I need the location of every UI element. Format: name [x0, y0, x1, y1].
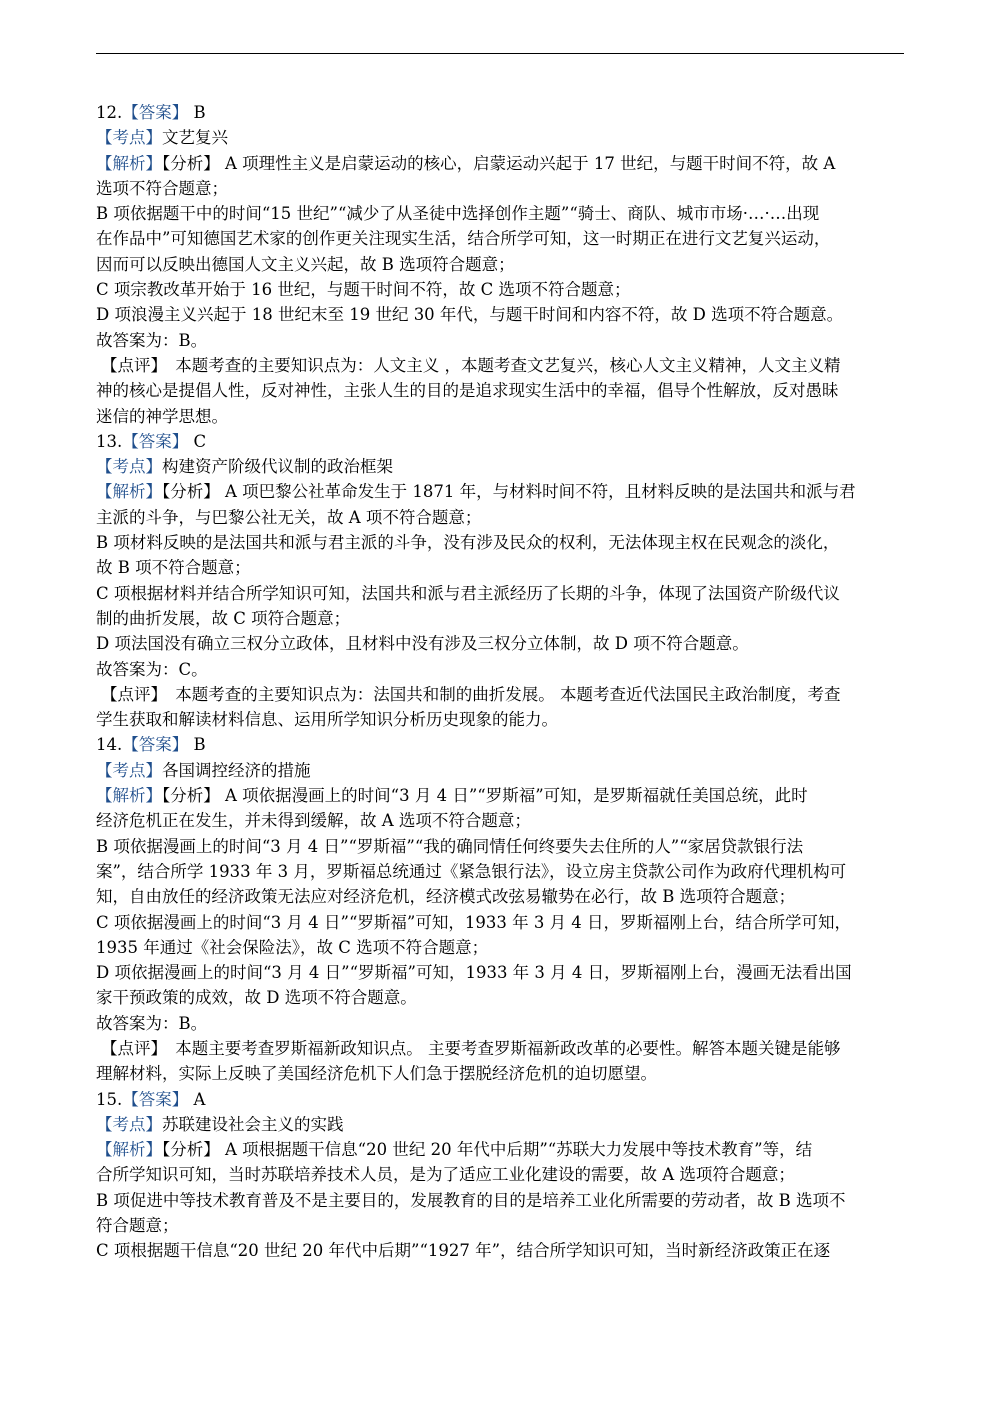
- review-line: [96, 353, 906, 378]
- analysis-text: B 项依据题干中的时间“15 世纪”“减少了从圣徒中选择创作主题”“骑士、商队、城市市场·…·…出现: [96, 204, 820, 224]
- kaodian-line: [96, 758, 906, 783]
- analysis-line: [96, 1137, 906, 1162]
- analysis-text: D 项依据漫画上的时间“3 月 4 日”“罗斯福”可知，1933 年 3 月 4 日，罗斯福刚上台，漫画无法看出国: [96, 963, 852, 983]
- analysis-text: C 项根据材料并结合所学知识可知，法国共和派与君主派经历了长期的斗争，体现了法国资产阶级代议: [96, 583, 840, 603]
- analysis-text: 1935 年通过《社会保险法》，故 C 选项不符合题意；: [96, 937, 489, 957]
- review-line: [96, 1036, 906, 1061]
- answer-value: C: [188, 431, 207, 451]
- fenxi-label: 【分析】: [162, 153, 220, 173]
- kaodian-label: 【考点】: [96, 1114, 162, 1134]
- analysis-text: 经济危机正在发生，并未得到缓解，故 A 选项不符合题意；: [96, 811, 531, 831]
- review-text: 神的核心是提倡人性，反对神性，主张人生的目的是追求现实生活中的幸福，倡导个性解放，反对愚昧: [96, 381, 839, 401]
- conclusion-text: 故答案为：B。: [96, 1013, 208, 1033]
- analysis-text: 因而可以反映出德国人文主义兴起，故 B 选项符合题意；: [96, 254, 515, 274]
- review-line: [96, 682, 906, 707]
- dianping-label: 【点评】: [101, 684, 167, 704]
- jiexi-label: 【解析】: [96, 482, 162, 502]
- kaodian-value: 构建资产阶级代议制的政治框架: [162, 457, 393, 477]
- analysis-text: 家干预政策的成效，故 D 选项不符合题意。: [96, 988, 417, 1008]
- kaodian-line: [96, 125, 906, 150]
- jiexi-label: 【解析】: [96, 786, 162, 806]
- analysis-text: A 项巴黎公社革命发生于 1871 年，与材料时间不符，且材料反映的是法国共和派与君: [219, 482, 856, 502]
- review-text: 学生获取和解读材料信息、运用所学知识分析历史现象的能力。: [96, 710, 558, 730]
- answer-label: 【答案】: [122, 1089, 189, 1109]
- analysis-text: 主派的斗争，与巴黎公社无关，故 A 项不符合题意；: [96, 507, 482, 527]
- kaodian-line: [96, 1112, 906, 1137]
- analysis-text: C 项依据漫画上的时间“3 月 4 日”“罗斯福”可知，1933 年 3 月 4 日，罗斯福刚上台，结合所学可知，: [96, 912, 852, 932]
- answer-label: 【答案】: [122, 735, 189, 755]
- analysis-text: B 项依据漫画上的时间“3 月 4 日”“罗斯福”“我的确同情任何终要失去住所的人”“家居贷款银行法: [96, 836, 804, 856]
- answer-item-12: [96, 100, 906, 429]
- answer-line: [96, 100, 906, 125]
- analysis-text: 选项不符合题意；: [96, 178, 228, 198]
- answer-item-14: [96, 732, 906, 1086]
- answer-value: B: [188, 103, 206, 122]
- conclusion-text: 故答案为：C。: [96, 659, 208, 679]
- analysis-text: A 项依据漫画上的时间“3 月 4 日”“罗斯福”可知，是罗斯福就任美国总统，此时: [219, 786, 808, 806]
- answer-line: [96, 429, 906, 454]
- analysis-text: 合所学知识可知，当时苏联培养技术人员，是为了适应工业化建设的需要，故 A 选项符合题意；: [96, 1165, 795, 1185]
- answer-item-15: [96, 1087, 906, 1264]
- review-text: 本题主要考查罗斯福新政知识点。 主要考查罗斯福新政改革的必要性。解答本题关键是能够: [175, 1038, 841, 1058]
- analysis-line: [96, 151, 906, 176]
- analysis-text: C 项根据题干信息“20 世纪 20 年代中后期”“1927 年”，结合所学知识可知，当时新经济政策正在逐: [96, 1241, 831, 1261]
- kaodian-value: 苏联建设社会主义的实践: [162, 1114, 344, 1134]
- fenxi-label: 【分析】: [162, 786, 220, 806]
- fenxi-label: 【分析】: [162, 1140, 220, 1160]
- analysis-text: B 项促进中等技术教育普及不是主要目的，发展教育的目的是培养工业化所需要的劳动者，故 B 选项不: [96, 1190, 846, 1210]
- answer-item-13: [96, 429, 906, 733]
- jiexi-label: 【解析】: [96, 153, 162, 173]
- answer-line: [96, 1087, 906, 1112]
- question-number: 13.: [96, 431, 123, 451]
- answer-value: B: [188, 735, 206, 755]
- analysis-text: B 项材料反映的是法国共和派与君主派的斗争，没有涉及民众的权利，无法体现主权在民观念的淡化，: [96, 533, 840, 553]
- answer-line: [96, 732, 906, 757]
- analysis-text: D 项法国没有确立三权分立政体，且材料中没有涉及三权分立体制，故 D 项不符合题意。: [96, 634, 749, 654]
- kaodian-line: [96, 454, 906, 479]
- answer-value: A: [188, 1089, 206, 1109]
- question-number: 15.: [96, 1089, 123, 1109]
- kaodian-label: 【考点】: [96, 760, 162, 780]
- analysis-text: D 项浪漫主义兴起于 18 世纪末至 19 世纪 30 年代，与题干时间和内容不符，故 D 选项不符合题意。: [96, 305, 844, 325]
- analysis-text: 制的曲折发展，故 C 项符合题意；: [96, 608, 351, 628]
- dianping-label: 【点评】: [101, 1038, 167, 1058]
- conclusion-text: 故答案为：B。: [96, 330, 208, 350]
- analysis-line: [96, 479, 906, 504]
- analysis-text: 案”，结合所学 1933 年 3 月，罗斯福总统通过《紧急银行法》，设立房主贷款公司作为政府代理机构可: [96, 861, 847, 881]
- review-text: 迷信的神学思想。: [96, 406, 228, 426]
- analysis-line: [96, 783, 906, 808]
- analysis-text: C 项宗教改革开始于 16 世纪，与题干时间不符，故 C 选项不符合题意；: [96, 280, 631, 300]
- jiexi-label: 【解析】: [96, 1140, 162, 1160]
- answer-label: 【答案】: [122, 103, 189, 122]
- review-text: 本题考查的主要知识点为：人文主义 ，本题考查文艺复兴，核心人文主义精神，人文主义精: [175, 355, 841, 375]
- answer-content: [96, 100, 906, 1264]
- review-text: 理解材料，实际上反映了美国经济危机下人们急于摆脱经济危机的迫切愿望。: [96, 1064, 657, 1084]
- kaodian-value: 各国调控经济的措施: [162, 760, 311, 780]
- analysis-text: A 项根据题干信息“20 世纪 20 年代中后期”“苏联大力发展中等技术教育”等，结: [219, 1140, 813, 1160]
- question-number: 12.: [96, 103, 123, 122]
- kaodian-label: 【考点】: [96, 128, 162, 148]
- analysis-text: 故 B 项不符合题意；: [96, 558, 251, 578]
- analysis-text: 在作品中”可知德国艺术家的创作更关注现实生活，结合所学可知，这一时期正在进行文艺复兴运动，: [96, 229, 831, 249]
- analysis-text: 符合题意；: [96, 1216, 179, 1236]
- analysis-text: 知，自由放任的经济政策无法应对经济危机，经济模式改弦易辙势在必行，故 B 选项符合题意；: [96, 887, 796, 907]
- dianping-label: 【点评】: [101, 355, 167, 375]
- kaodian-label: 【考点】: [96, 457, 162, 477]
- header-rule: [96, 53, 904, 54]
- fenxi-label: 【分析】: [162, 482, 220, 502]
- question-number: 14.: [96, 735, 123, 755]
- answer-label: 【答案】: [122, 431, 189, 451]
- kaodian-value: 文艺复兴: [162, 128, 228, 148]
- analysis-text: A 项理性主义是启蒙运动的核心，启蒙运动兴起于 17 世纪，与题干时间不符，故 A: [219, 153, 836, 173]
- review-text: 本题考查的主要知识点为：法国共和制的曲折发展。 本题考查近代法国民主政治制度，考查: [175, 684, 841, 704]
